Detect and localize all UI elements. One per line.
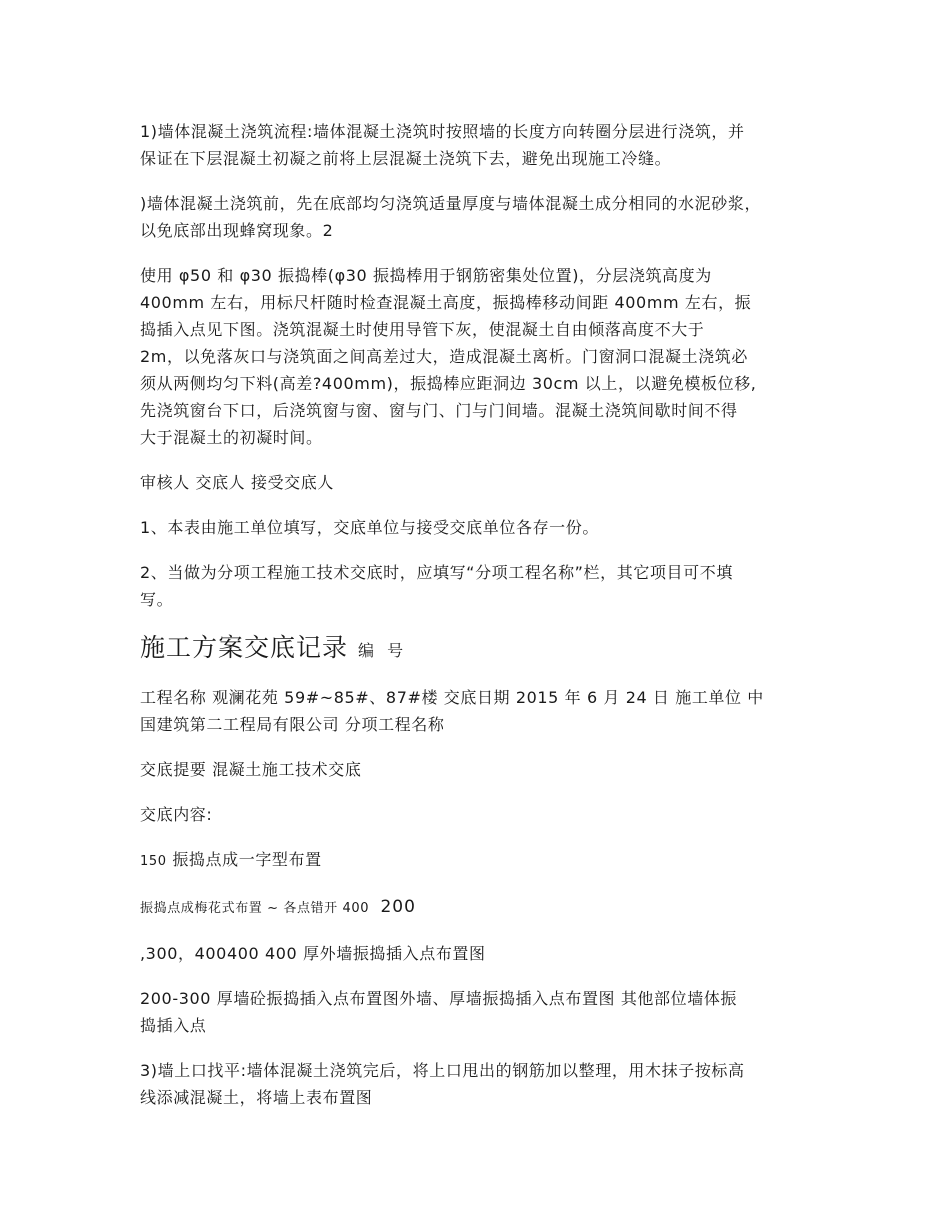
paragraph-mortar bbox=[140, 190, 830, 244]
text-line: )墙体混凝土浇筑前，先在底部均匀浇筑适量厚度与墙体混凝土成分相同的水泥砂浆， bbox=[140, 194, 762, 213]
caption-text-small: 振捣点成梅花式布置 ~ 各点错开 400 bbox=[140, 901, 370, 916]
text-line: 国建筑第二工程局有限公司 分项工程名称 bbox=[140, 715, 445, 734]
note-1: 1、本表由施工单位填写，交底单位与接受交底单位各存一份。 bbox=[140, 518, 599, 537]
serial-number-label: 编 号 bbox=[358, 641, 408, 660]
document-body bbox=[140, 118, 830, 1129]
text-line: 先浇筑窗台下口，后浇筑窗与窗、窗与门、门与门间墙。混凝土浇筑间歇时间不得 bbox=[140, 401, 738, 420]
content-label: 交底内容: bbox=[140, 805, 213, 824]
text-line: 线添减混凝土，将墙上表布置图 bbox=[140, 1088, 373, 1107]
text-line: 保证在下层混凝土初凝之前将上层混凝土浇筑下去，避免出现施工冷缝。 bbox=[140, 149, 672, 168]
record-heading bbox=[140, 631, 830, 668]
text-line: 写。 bbox=[140, 590, 174, 609]
paragraph-leveling bbox=[140, 1057, 830, 1111]
text-line: 1)墙体混凝土浇筑流程:墙体混凝土浇筑时按照墙的长度方向转圈分层进行浇筑，并 bbox=[140, 122, 745, 141]
caption-number: 200 bbox=[380, 897, 416, 917]
text-line: 工程名称 观澜花苑 59#~85#、87#楼 交底日期 2015 年 6 月 24 日 施工单位 中 bbox=[140, 688, 764, 707]
figure-caption-3: ,300，400400 400 厚外墙振捣插入点布置图 bbox=[140, 944, 486, 963]
text-line: 须从两侧均匀下料(高差?400mm)，振捣棒应距洞边 30cm 以上，以避免模板位移, bbox=[140, 374, 757, 393]
signature-line: 审核人 交底人 接受交底人 bbox=[140, 473, 334, 492]
text-line: 捣插入点 bbox=[140, 1016, 207, 1035]
text-line: 2m，以免落灰口与浇筑面之间高差过大，造成混凝土离析。门窗洞口混凝土浇筑必 bbox=[140, 347, 748, 366]
summary-line: 交底提要 混凝土施工技术交底 bbox=[140, 760, 362, 779]
text-line: 以免底部出现蜂窝现象。2 bbox=[140, 221, 334, 240]
text-line: 使用 φ50 和 φ30 振捣棒(φ30 振捣棒用于钢筋密集处位置)，分层浇筑高度为 bbox=[140, 266, 712, 285]
text-line: 大于混凝土的初凝时间。 bbox=[140, 428, 323, 447]
project-info bbox=[140, 684, 830, 738]
caption-number: 150 bbox=[140, 854, 167, 869]
text-line: 2、当做为分项工程施工技术交底时，应填写“分项工程名称”栏，其它项目可不填 bbox=[140, 563, 733, 582]
text-line: 200-300 厚墙砼振捣插入点布置图外墙、厚墙振捣插入点布置图 其他部位墙体振 bbox=[140, 989, 738, 1008]
caption-text: 振捣点成一字型布置 bbox=[172, 850, 322, 869]
text-line: 3)墙上口找平:墙体混凝土浇筑完后，将上口甩出的钢筋加以整理，用木抹子按标高 bbox=[140, 1061, 745, 1080]
figure-caption-1 bbox=[140, 846, 830, 875]
note-2 bbox=[140, 559, 830, 613]
page-title: 施工方案交底记录 bbox=[140, 633, 349, 662]
figure-caption-2 bbox=[140, 893, 830, 922]
paragraph-vibrator bbox=[140, 262, 830, 451]
text-line: 捣插入点见下图。浇筑混凝土时使用导管下灰，使混凝土自由倾落高度不大于 bbox=[140, 320, 705, 339]
figure-caption-4 bbox=[140, 985, 830, 1039]
text-line: 400mm 左右，用标尺杆随时检查混凝土高度，振捣棒移动间距 400mm 左右，振 bbox=[140, 293, 752, 312]
paragraph-pour-process bbox=[140, 118, 830, 172]
